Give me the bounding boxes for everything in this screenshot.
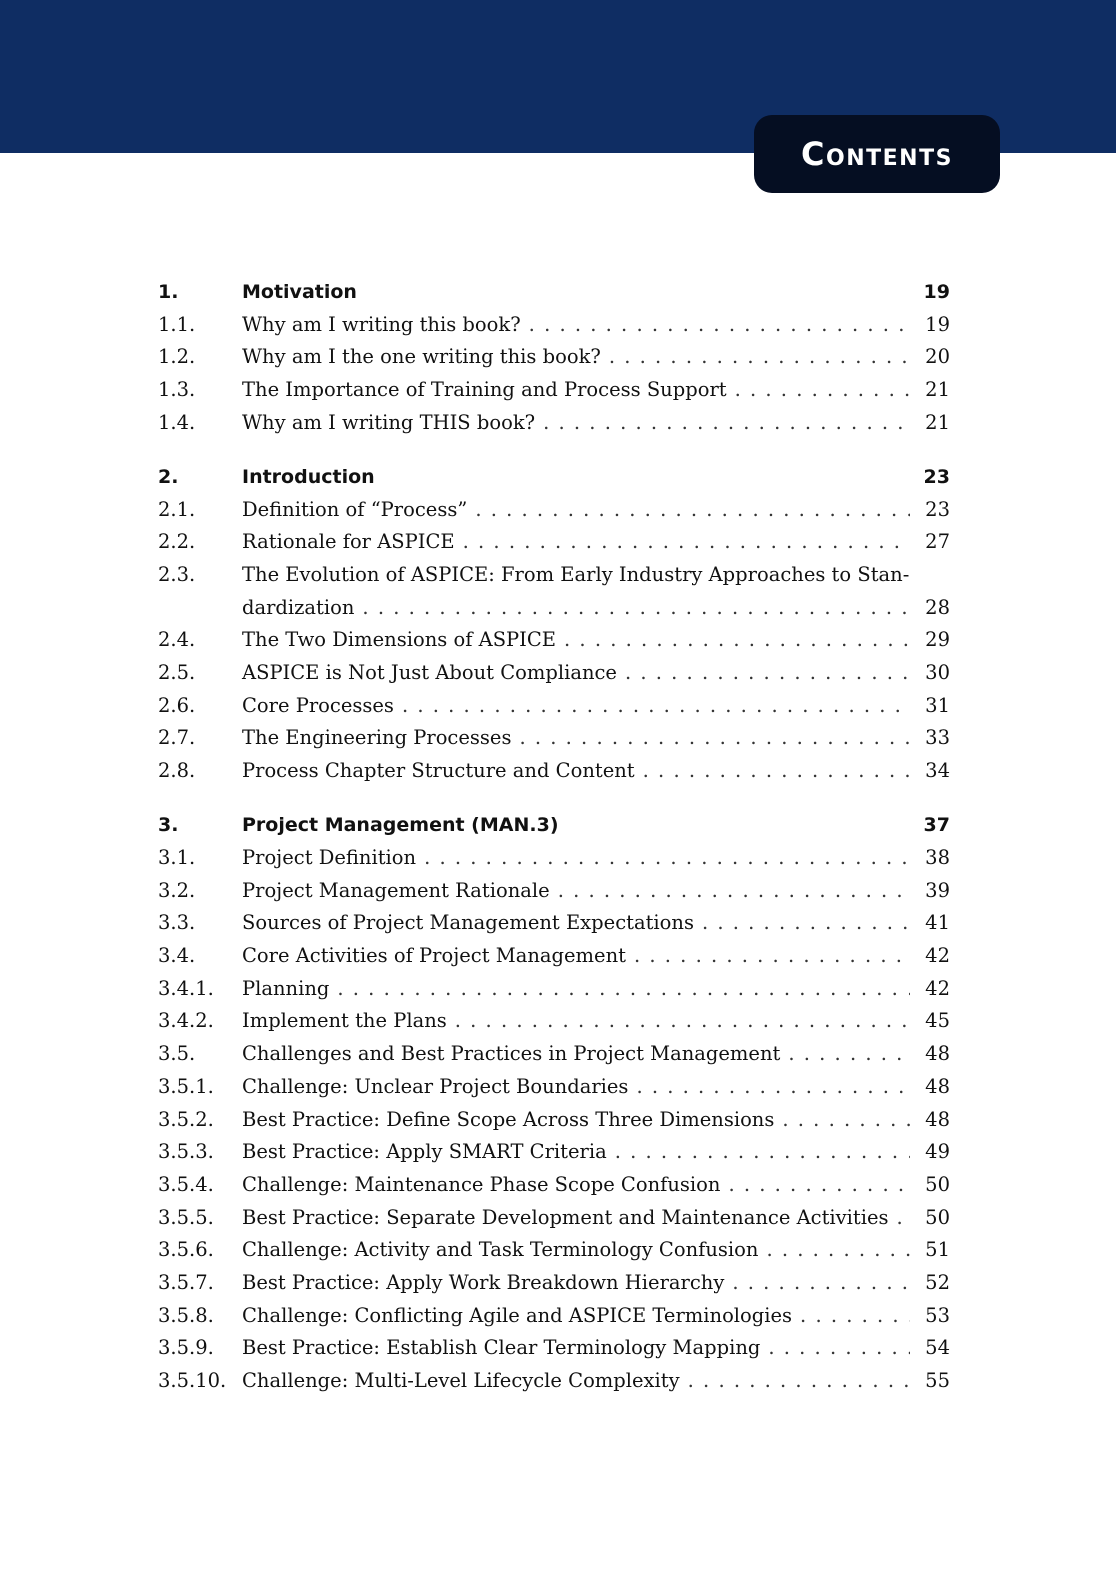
toc-chapter-page: 37 bbox=[923, 814, 950, 837]
toc-entry-title: Project Management Rationale bbox=[242, 878, 550, 902]
toc-entry[interactable] bbox=[158, 407, 950, 440]
dot-leader bbox=[735, 374, 910, 407]
dot-leader bbox=[897, 1202, 910, 1235]
toc-entry-title: Project Definition bbox=[242, 846, 417, 869]
toc-entry-number: 1.1. bbox=[158, 312, 196, 336]
toc-entry-page: 50 bbox=[925, 1172, 950, 1196]
dot-leader bbox=[402, 690, 910, 723]
dot-leader bbox=[634, 940, 910, 973]
dot-leader bbox=[519, 722, 910, 755]
dot-leader bbox=[475, 494, 910, 527]
toc-entry[interactable] bbox=[158, 907, 950, 940]
toc-entry-page: 48 bbox=[925, 1107, 950, 1131]
toc-entry-page: 45 bbox=[925, 1009, 950, 1033]
dot-leader bbox=[782, 1104, 910, 1137]
toc-entry-page: 51 bbox=[925, 1238, 950, 1262]
toc-entry-page: 49 bbox=[925, 1140, 950, 1164]
toc-entry-title: Challenge: Conflicting Agile and ASPICE Terminologies bbox=[242, 1303, 793, 1327]
toc-entry-number: 2.4. bbox=[158, 628, 196, 652]
dot-leader bbox=[702, 907, 910, 940]
toc-chapter[interactable] bbox=[158, 461, 950, 494]
toc-entry-number: 2.6. bbox=[158, 693, 196, 717]
toc-entry-page: 50 bbox=[925, 1205, 950, 1229]
toc-entry-page: 19 bbox=[925, 312, 950, 336]
toc-entry[interactable] bbox=[158, 973, 950, 1006]
toc-entry-title: Challenges and Best Practices in Project Management bbox=[242, 1042, 781, 1066]
dot-leader bbox=[643, 755, 910, 788]
toc-entry[interactable] bbox=[158, 1169, 950, 1202]
toc-entry-number: 3.2. bbox=[158, 878, 196, 902]
toc-entry[interactable] bbox=[158, 690, 950, 723]
toc-entry[interactable] bbox=[158, 755, 950, 788]
toc-entry-page: 30 bbox=[925, 661, 950, 685]
toc-entry-title: Definition of “Process” bbox=[242, 497, 468, 521]
toc-entry-title: The Importance of Training and Process Support bbox=[242, 378, 727, 402]
toc-chapter[interactable] bbox=[158, 809, 950, 842]
toc-entry[interactable] bbox=[158, 722, 950, 755]
toc-entry-title: Best Practice: Define Scope Across Three Dimensions bbox=[242, 1107, 775, 1131]
toc-chapter-title: Project Management (MAN.3) bbox=[242, 814, 559, 837]
toc-chapter-title: Motivation bbox=[242, 281, 357, 303]
toc-entry[interactable] bbox=[158, 1104, 950, 1137]
toc-entry-title: Challenge: Unclear Project Boundaries bbox=[242, 1074, 629, 1098]
toc-entry-title-continued: dardization bbox=[242, 595, 355, 619]
dot-leader bbox=[768, 1332, 910, 1365]
toc-entry[interactable] bbox=[158, 494, 950, 527]
toc-entry-title: Challenge: Multi-Level Lifecycle Complexity bbox=[242, 1369, 680, 1392]
toc-entry-number: 3.5.9. bbox=[158, 1336, 214, 1360]
toc-entry-title: Challenge: Activity and Task Terminology Confusion bbox=[242, 1238, 759, 1262]
toc-entry-title: The Two Dimensions of ASPICE bbox=[242, 628, 557, 652]
dot-leader bbox=[732, 1267, 910, 1300]
toc-entry-page: 54 bbox=[925, 1336, 950, 1360]
toc-entry-page: 48 bbox=[925, 1042, 950, 1066]
toc-chapter[interactable] bbox=[158, 276, 950, 309]
toc-entry[interactable] bbox=[158, 1365, 950, 1398]
toc-entry-number: 3.5.3. bbox=[158, 1140, 214, 1164]
toc-entry[interactable] bbox=[158, 1234, 950, 1267]
toc-entry-number: 2.7. bbox=[158, 726, 196, 750]
toc-entry-title: Best Practice: Apply Work Breakdown Hierarchy bbox=[242, 1270, 725, 1294]
contents-badge bbox=[754, 115, 1000, 193]
dot-leader bbox=[728, 1169, 910, 1202]
dot-leader bbox=[543, 407, 910, 440]
toc-entry-page: 42 bbox=[925, 976, 950, 1000]
table-of-contents bbox=[158, 276, 950, 1398]
chapter-gap bbox=[158, 439, 950, 461]
chapter-gap bbox=[158, 788, 950, 810]
toc-entry-page: 41 bbox=[925, 911, 950, 935]
toc-entry-page: 33 bbox=[925, 726, 950, 750]
dot-leader bbox=[558, 875, 910, 908]
toc-entry-page: 38 bbox=[925, 846, 950, 869]
toc-entry-number: 3.5.7. bbox=[158, 1270, 214, 1294]
toc-entry-title: ASPICE is Not Just About Compliance bbox=[242, 661, 617, 685]
toc-entry-title: Why am I writing THIS book? bbox=[242, 410, 536, 434]
toc-entry-title: Why am I writing this book? bbox=[242, 312, 521, 336]
toc-entry-page: 27 bbox=[925, 530, 950, 554]
toc-entry-page: 39 bbox=[925, 878, 950, 902]
toc-entry-page: 52 bbox=[925, 1270, 950, 1294]
dot-leader bbox=[362, 592, 910, 625]
toc-entry-page: 31 bbox=[925, 693, 950, 717]
toc-entry-title: Best Practice: Establish Clear Terminology Mapping bbox=[242, 1336, 761, 1360]
toc-entry-number: 3.5.2. bbox=[158, 1107, 214, 1131]
toc-entry-continuation[interactable] bbox=[158, 592, 950, 625]
dot-leader bbox=[625, 657, 910, 690]
toc-entry-number: 3.5.6. bbox=[158, 1238, 214, 1262]
toc-entry-number: 3.5.4. bbox=[158, 1172, 214, 1196]
toc-entry[interactable] bbox=[158, 875, 950, 908]
toc-entry[interactable] bbox=[158, 842, 950, 875]
toc-entry[interactable] bbox=[158, 1300, 950, 1333]
toc-entry[interactable] bbox=[158, 1202, 950, 1235]
toc-entry[interactable] bbox=[158, 1038, 950, 1071]
toc-entry[interactable] bbox=[158, 374, 950, 407]
toc-entry-number: 3.4.2. bbox=[158, 1009, 214, 1033]
toc-entry-number: 3.5.5. bbox=[158, 1205, 214, 1229]
toc-entry-title: Sources of Project Management Expectations bbox=[242, 911, 694, 935]
dot-leader bbox=[455, 1005, 910, 1038]
dot-leader bbox=[800, 1300, 910, 1333]
dot-leader bbox=[424, 842, 910, 875]
toc-chapter-title: Introduction bbox=[242, 465, 375, 488]
toc-entry-number: 3.3. bbox=[158, 911, 196, 935]
dot-leader bbox=[688, 1365, 910, 1398]
toc-entry-title: Rationale for ASPICE bbox=[242, 530, 455, 554]
toc-entry-title: The Engineering Processes bbox=[242, 726, 512, 750]
toc-entry-title: Core Activities of Project Management bbox=[242, 944, 626, 968]
toc-entry[interactable] bbox=[158, 1136, 950, 1169]
toc-entry-title: Best Practice: Apply SMART Criteria bbox=[242, 1140, 607, 1164]
toc-entry[interactable] bbox=[158, 1071, 950, 1104]
toc-entry-number: 3.5.10. bbox=[158, 1369, 227, 1392]
dot-leader bbox=[615, 1136, 910, 1169]
dot-leader bbox=[609, 341, 910, 374]
toc-entry-title: Core Processes bbox=[242, 693, 394, 717]
page-title: Contents bbox=[801, 135, 953, 173]
toc-entry[interactable] bbox=[158, 1005, 950, 1038]
toc-entry-page: 21 bbox=[925, 378, 950, 402]
toc-entry-number: 3.4.1. bbox=[158, 976, 214, 1000]
toc-entry-title: The Evolution of ASPICE: From Early Industry Approaches to Stan- bbox=[242, 563, 910, 586]
toc-chapter-page: 23 bbox=[923, 465, 950, 488]
toc-entry[interactable] bbox=[158, 309, 950, 342]
dot-leader bbox=[636, 1071, 910, 1104]
toc-entry-title: Planning bbox=[242, 976, 330, 1000]
toc-entry[interactable] bbox=[158, 624, 950, 657]
dot-leader bbox=[529, 309, 910, 342]
toc-entry-page: 48 bbox=[925, 1074, 950, 1098]
toc-entry-page: 53 bbox=[925, 1303, 950, 1327]
toc-entry-title: Challenge: Maintenance Phase Scope Confusion bbox=[242, 1172, 721, 1196]
toc-entry-number: 1.2. bbox=[158, 345, 196, 369]
toc-entry-page: 28 bbox=[925, 595, 950, 619]
toc-entry-number: 3.4. bbox=[158, 944, 196, 968]
toc-entry-number: 3.5. bbox=[158, 1042, 196, 1066]
toc-chapter-page: 19 bbox=[923, 281, 950, 303]
toc-entry-number: 2.5. bbox=[158, 661, 196, 685]
toc-chapter-number: 1. bbox=[158, 281, 179, 303]
toc-entry-number: 2.3. bbox=[158, 563, 196, 586]
dot-leader bbox=[766, 1234, 910, 1267]
toc-entry-page: 34 bbox=[925, 759, 950, 783]
toc-entry-page: 23 bbox=[925, 497, 950, 521]
toc-entry[interactable] bbox=[158, 559, 950, 592]
dot-leader bbox=[463, 526, 910, 559]
toc-entry-number: 2.2. bbox=[158, 530, 196, 554]
toc-entry-number: 1.3. bbox=[158, 378, 196, 402]
toc-entry-title: Implement the Plans bbox=[242, 1009, 447, 1033]
toc-entry-page: 29 bbox=[925, 628, 950, 652]
toc-entry-title: Best Practice: Separate Development and Maintenance Activities bbox=[242, 1205, 889, 1229]
toc-entry-number: 2.1. bbox=[158, 497, 196, 521]
toc-entry[interactable] bbox=[158, 341, 950, 374]
toc-entry-number: 3.5.1. bbox=[158, 1074, 214, 1098]
toc-entry-number: 3.1. bbox=[158, 846, 196, 869]
toc-entry[interactable] bbox=[158, 940, 950, 973]
toc-entry-page: 55 bbox=[925, 1369, 950, 1392]
toc-entry[interactable] bbox=[158, 526, 950, 559]
toc-entry-number: 3.5.8. bbox=[158, 1303, 214, 1327]
toc-entry-title: Process Chapter Structure and Content bbox=[242, 759, 635, 783]
dot-leader bbox=[337, 973, 910, 1006]
toc-entry-number: 2.8. bbox=[158, 759, 196, 783]
dot-leader bbox=[564, 624, 910, 657]
toc-chapter-number: 2. bbox=[158, 465, 179, 488]
toc-entry-title: Why am I the one writing this book? bbox=[242, 345, 601, 369]
toc-entry-number: 1.4. bbox=[158, 410, 196, 434]
toc-chapter-number: 3. bbox=[158, 814, 179, 837]
toc-entry[interactable] bbox=[158, 1267, 950, 1300]
toc-entry-page: 42 bbox=[925, 944, 950, 968]
toc-entry[interactable] bbox=[158, 1332, 950, 1365]
toc-entry-page: 20 bbox=[925, 345, 950, 369]
toc-entry[interactable] bbox=[158, 657, 950, 690]
toc-entry-page: 21 bbox=[925, 410, 950, 434]
dot-leader bbox=[788, 1038, 910, 1071]
